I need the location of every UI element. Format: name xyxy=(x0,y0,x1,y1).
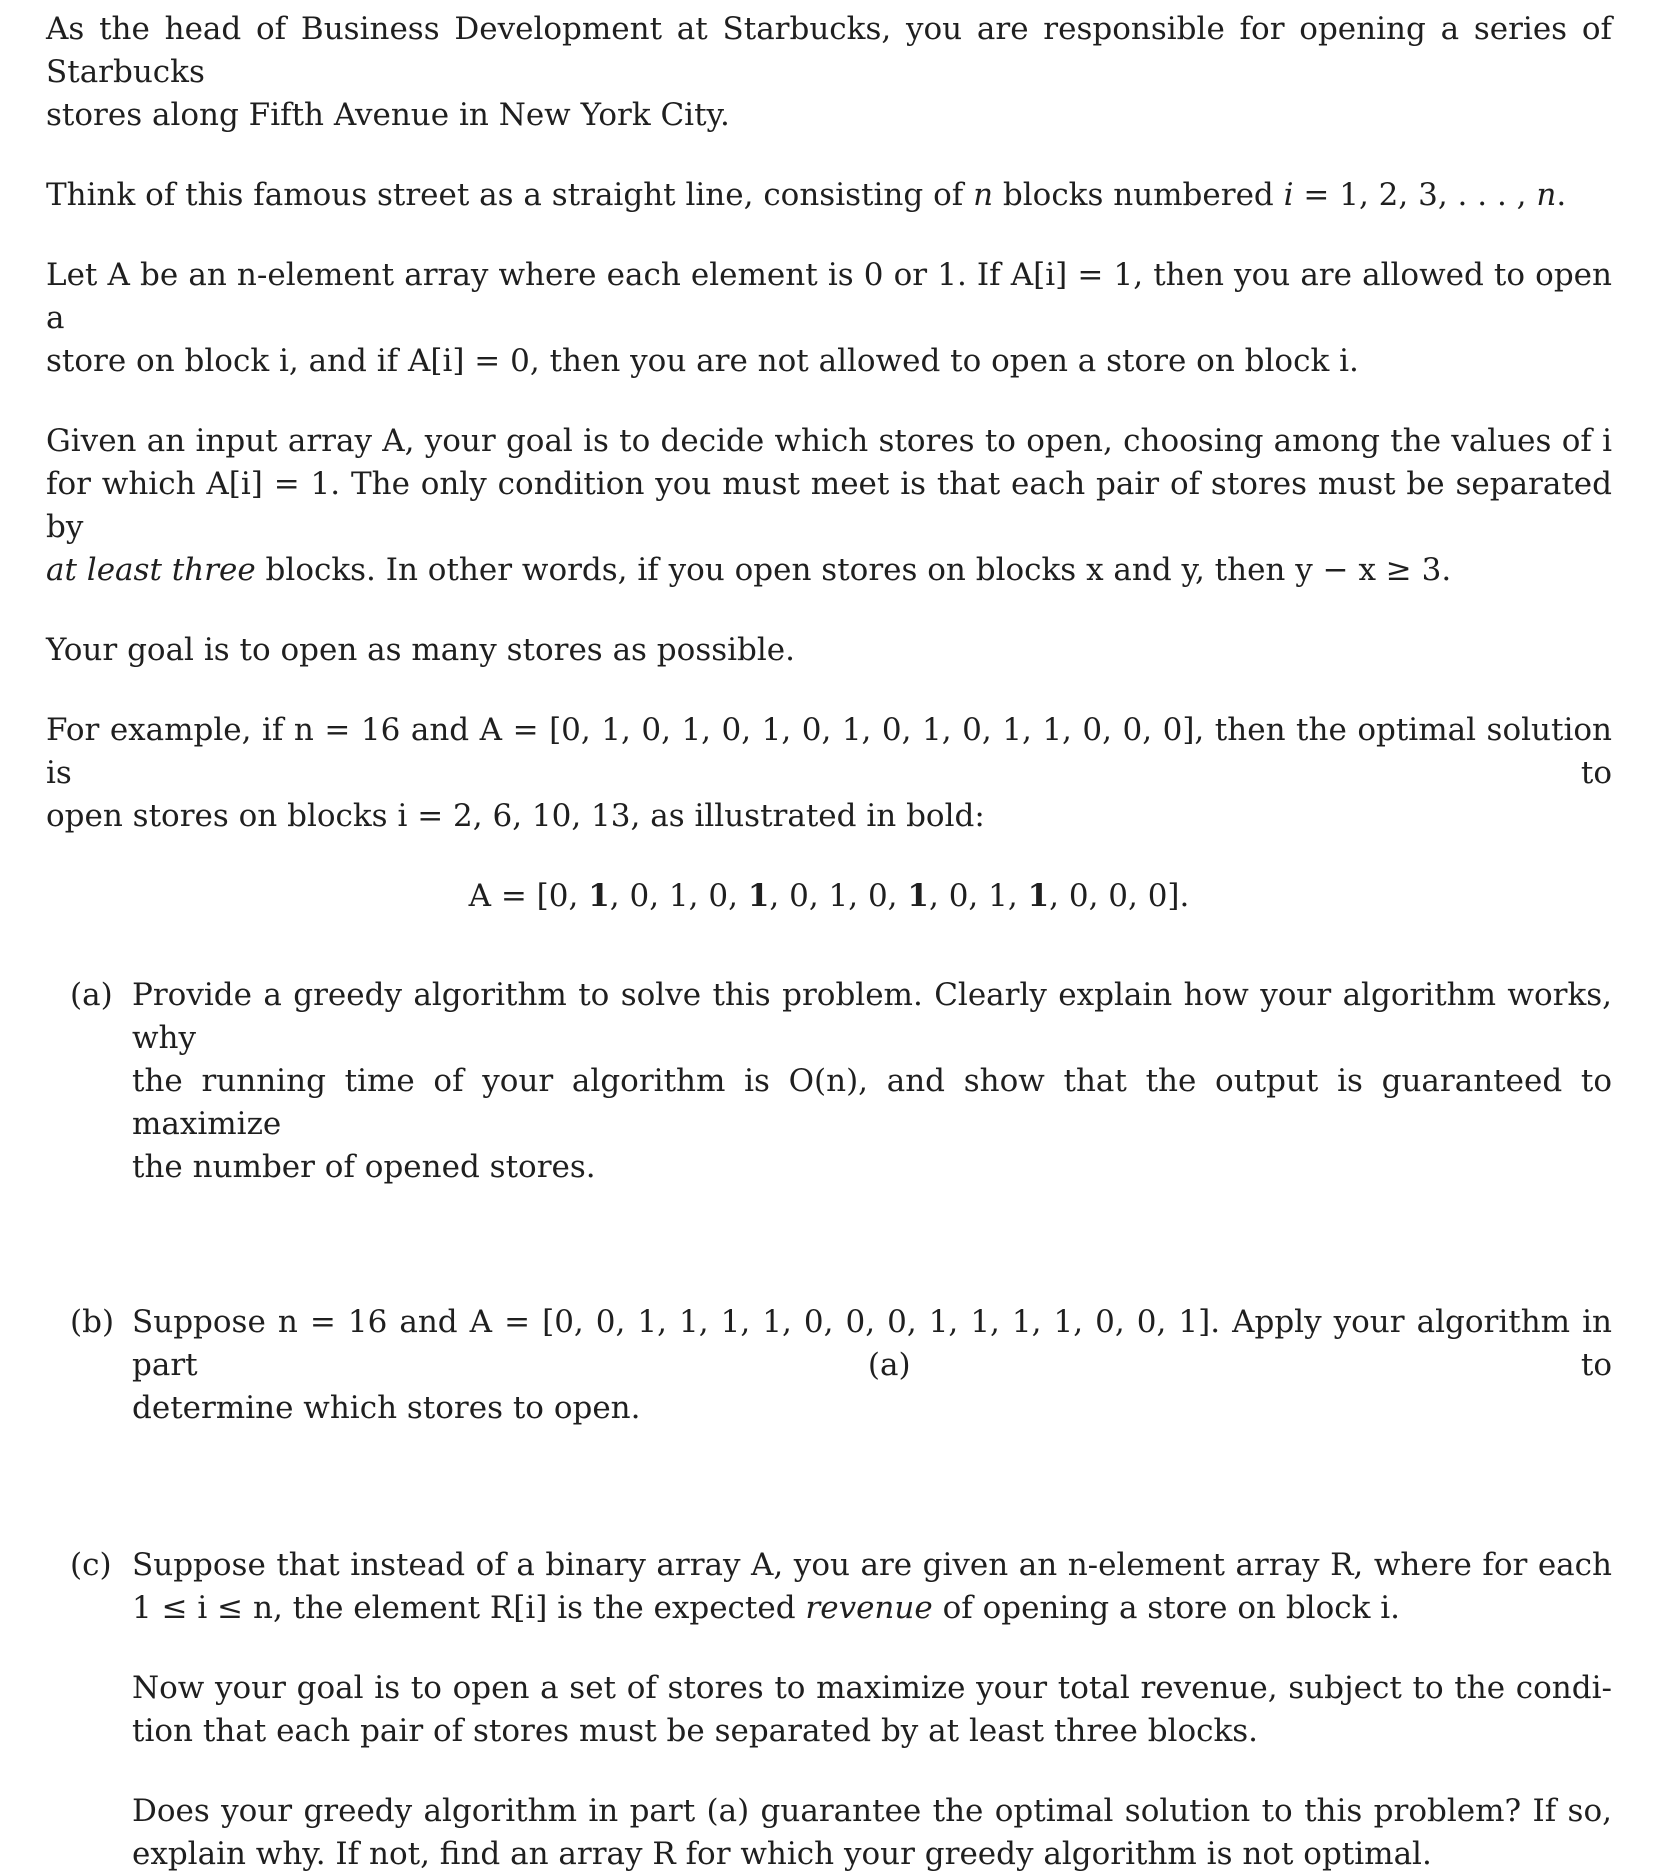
goal-definition-paragraph xyxy=(46,420,1612,592)
part-c-label: (c) xyxy=(70,1547,112,1583)
array-def-line-2: store on block i, and if A[i] = 0, then you are not allowed to open a store on block i. xyxy=(46,343,1359,379)
part-a-line-1: Provide a greedy algorithm to solve this problem. Clearly explain how your algorithm works, why xyxy=(132,977,1612,1056)
intro-line-1: As the head of Business Development at Starbucks, you are responsible for opening a series of Starbucks xyxy=(46,11,1612,90)
part-c-p3-line-2: explain why. If not, find an array R for which your greedy algorithm is not optimal. xyxy=(132,1836,1432,1872)
street-line: Think of this famous street as a straight line, consisting of n blocks numbered i = 1, 2, 3, . . . , n. xyxy=(46,177,1567,213)
goal-def-line-3: at least three blocks. In other words, if you open stores on blocks x and y, then y − x ≥ 3. xyxy=(46,552,1452,588)
intro-paragraph xyxy=(46,8,1612,137)
part-b-line-2: determine which stores to open. xyxy=(132,1390,641,1426)
example-line-1: For example, if n = 16 and A = [0, 1, 0, 1, 0, 1, 0, 1, 0, 1, 0, 1, 1, 0, 0, 0], then the optimal solution is to xyxy=(46,712,1612,791)
example-line-2: open stores on blocks i = 2, 6, 10, 13, as illustrated in bold: xyxy=(46,798,985,834)
part-a-line-2: the running time of your algorithm is O(n), and show that the output is guaranteed to maximize xyxy=(132,1063,1612,1142)
part-c-p1-line-2: 1 ≤ i ≤ n, the element R[i] is the expected revenue of opening a store on block i. xyxy=(132,1590,1401,1626)
part-c-p1-line-1: Suppose that instead of a binary array A, you are given an n-element array R, where for each xyxy=(132,1547,1612,1583)
part-c-p2-line-2: tion that each pair of stores must be separated by at least three blocks. xyxy=(132,1713,1259,1749)
example-paragraph xyxy=(46,709,1612,838)
part-b-label: (b) xyxy=(70,1304,115,1340)
part-c-p3-line-1: Does your greedy algorithm in part (a) guarantee the optimal solution to this problem? If so, xyxy=(132,1793,1612,1829)
goal-paragraph xyxy=(46,629,1612,672)
part-a-label: (a) xyxy=(70,977,113,1013)
array-def-line-1: Let A be an n-element array where each element is 0 or 1. If A[i] = 1, then you are allowed to open a xyxy=(46,257,1612,336)
part-b xyxy=(46,1301,1612,1430)
part-c-p2-line-1: Now your goal is to open a set of stores to maximize your total revenue, subject to the condi- xyxy=(132,1670,1612,1706)
part-a-line-3: the number of opened stores. xyxy=(132,1149,596,1185)
part-b-line-1: Suppose n = 16 and A = [0, 0, 1, 1, 1, 1, 0, 0, 0, 1, 1, 1, 1, 0, 0, 1]. Apply your algorithm in part (a) to xyxy=(132,1304,1612,1383)
intro-line-2: stores along Fifth Avenue in New York City. xyxy=(46,97,730,133)
goal-def-line-1: Given an input array A, your goal is to decide which stores to open, choosing among the values of i xyxy=(46,423,1612,459)
street-paragraph xyxy=(46,174,1612,217)
goal-def-line-2: for which A[i] = 1. The only condition you must meet is that each pair of stores must be separated by xyxy=(46,466,1612,545)
part-c xyxy=(46,1544,1612,1876)
part-a xyxy=(46,974,1612,1189)
example-display-equation: A = [0, 1, 0, 1, 0, 1, 0, 1, 0, 1, 0, 1, 1, 0, 0, 0]. xyxy=(468,878,1190,914)
array-definition-paragraph xyxy=(46,254,1612,383)
goal-line: Your goal is to open as many stores as possible. xyxy=(46,632,796,668)
